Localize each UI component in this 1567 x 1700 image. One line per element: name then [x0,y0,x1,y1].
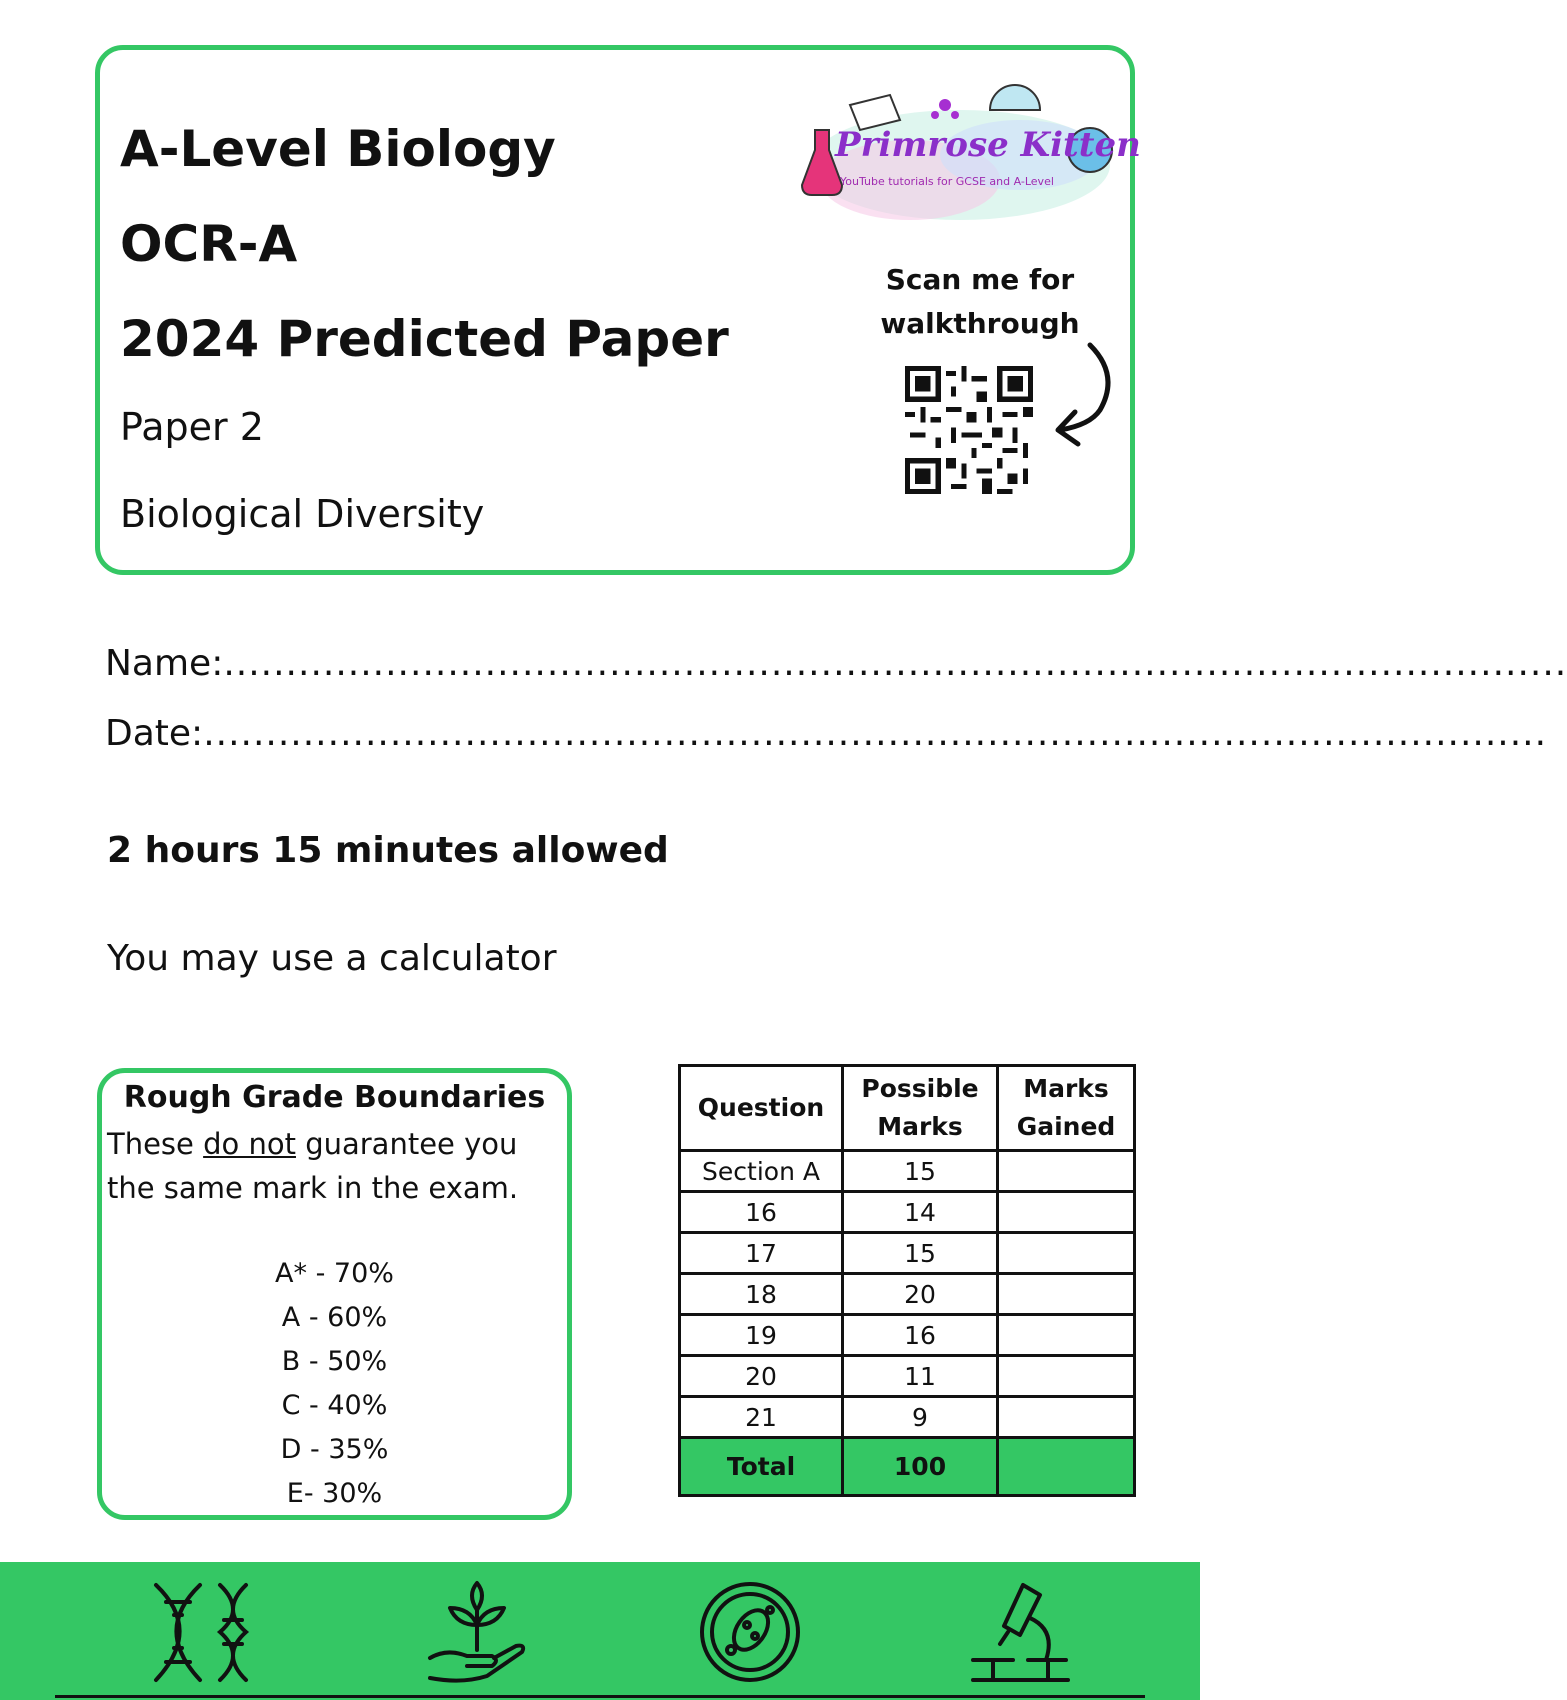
date-field[interactable] [105,713,1548,754]
table-row [680,1397,1135,1438]
question-cell: Section A [680,1151,843,1192]
grade-boundaries-list [97,1252,572,1516]
subject-title: A-Level Biology [120,120,556,178]
possible-marks-cell: 20 [843,1274,998,1315]
logo-brand: Primrose Kitten [835,125,1141,165]
header-question: Question [680,1066,843,1151]
grade-note-pre: These [107,1127,204,1161]
qr-code[interactable] [905,366,1033,494]
possible-marks-cell: 14 [843,1192,998,1233]
marks-gained-cell[interactable] [998,1274,1135,1315]
grade-item: C - 40% [281,1390,388,1421]
grade-item: A* - 70% [275,1258,394,1289]
time-allowed: 2 hours 15 minutes allowed [107,830,669,871]
dna-icon [148,1580,258,1685]
name-dots: ............................................................................................................ [223,643,1567,684]
date-label: Date: [105,713,204,754]
curved-arrow-icon [1050,340,1120,450]
marks-gained-cell[interactable] [998,1315,1135,1356]
grade-item: A - 60% [281,1302,388,1333]
calculator-note: You may use a calculator [107,938,557,979]
marks-gained-cell[interactable] [998,1356,1135,1397]
marks-gained-cell[interactable] [998,1397,1135,1438]
logo-tagline: YouTube tutorials for GCSE and A-Level [840,175,1054,188]
possible-marks-cell: 9 [843,1397,998,1438]
possible-marks-cell: 16 [843,1315,998,1356]
question-cell: 19 [680,1315,843,1356]
grade-boundaries-title: Rough Grade Boundaries [123,1080,546,1115]
grade-boundaries-note [107,1122,567,1210]
paper-title: 2024 Predicted Paper [120,310,729,368]
date-dots: ............................................................................................................ [203,713,1548,754]
name-field[interactable] [105,643,1567,684]
question-cell: 18 [680,1274,843,1315]
table-row [680,1274,1135,1315]
table-row [680,1151,1135,1192]
header-possible-marks: Possible Marks [843,1066,998,1151]
possible-marks-cell: 11 [843,1356,998,1397]
possible-marks-cell: 15 [843,1233,998,1274]
table-row [680,1356,1135,1397]
marks-gained-cell[interactable] [998,1233,1135,1274]
marks-gained-cell[interactable] [998,1151,1135,1192]
bacteria-petri-dish-icon [695,1580,805,1685]
scan-caption [860,258,1100,346]
exam-board: OCR-A [120,215,298,273]
table-row [680,1192,1135,1233]
grade-note-emphasis: do not [203,1127,296,1161]
total-label: Total [680,1438,843,1496]
scan-line-1: Scan me for [885,263,1075,296]
grade-item: E- 30% [286,1478,383,1509]
grade-item: B - 50% [281,1346,388,1377]
paper-number: Paper 2 [120,405,264,449]
table-row [680,1315,1135,1356]
table-row [680,1233,1135,1274]
plant-hand-icon [422,1580,532,1685]
scan-line-2: walkthrough [880,307,1080,340]
question-cell: 20 [680,1356,843,1397]
question-cell: 16 [680,1192,843,1233]
footer-divider [55,1695,1145,1698]
table-total-row [680,1438,1135,1496]
grade-item: D - 35% [280,1434,389,1465]
marks-gained-cell[interactable] [998,1192,1135,1233]
possible-marks-cell: 15 [843,1151,998,1192]
grade-note-post: guarantee you the same mark in the exam. [107,1127,519,1205]
total-value: 100 [843,1438,998,1496]
marks-table [678,1064,1136,1497]
table-header-row [680,1066,1135,1151]
primrose-kitten-logo [790,85,1141,240]
microscope-icon [968,1580,1078,1685]
name-label: Name: [105,643,224,684]
paper-topic: Biological Diversity [120,492,485,536]
total-gained-cell[interactable] [998,1438,1135,1496]
question-cell: 21 [680,1397,843,1438]
header-marks-gained: Marks Gained [998,1066,1135,1151]
question-cell: 17 [680,1233,843,1274]
